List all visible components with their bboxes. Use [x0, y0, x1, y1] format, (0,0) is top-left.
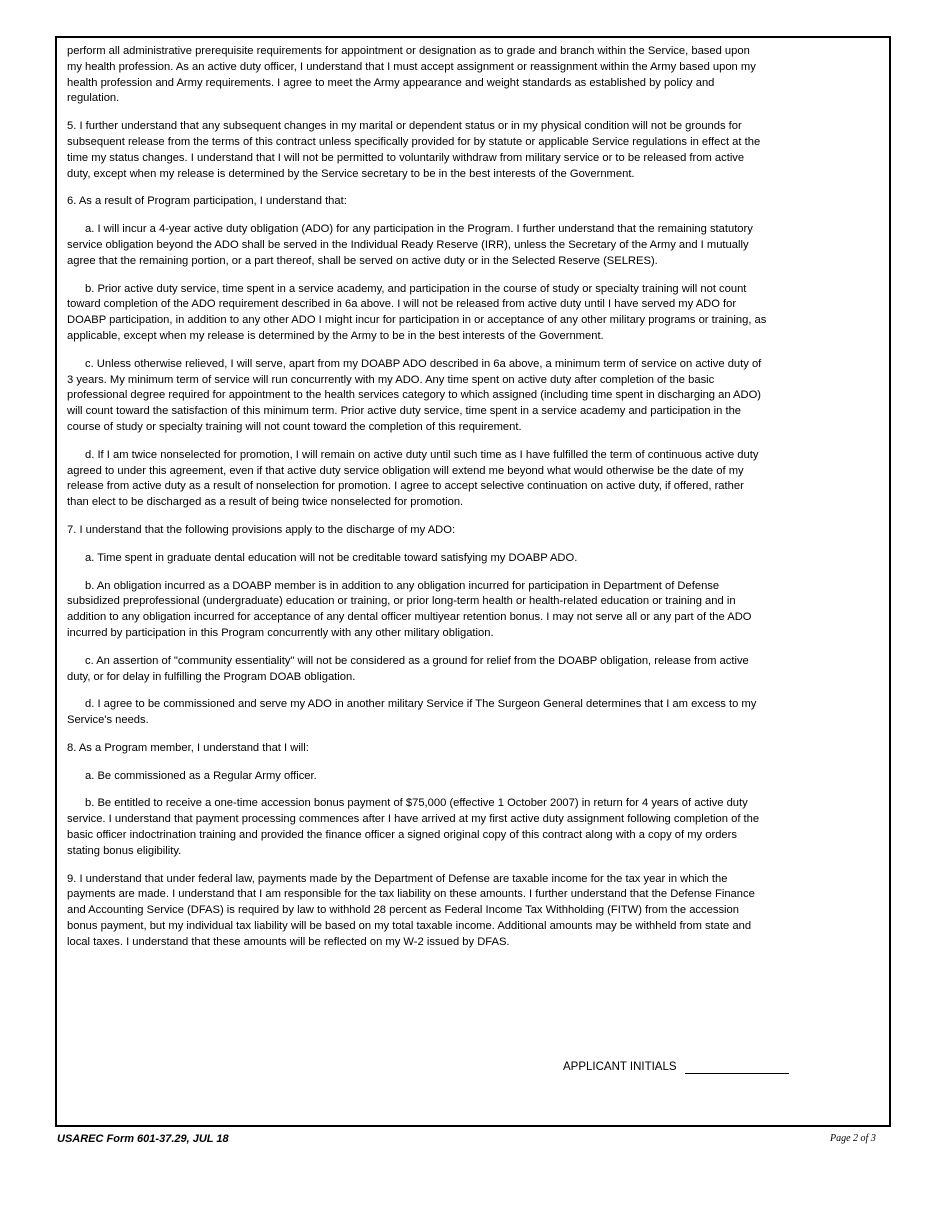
paragraph-6: 6. As a result of Program participation, I understand that:	[67, 195, 347, 208]
paragraph-8b: b. Be entitled to receive a one-time accession bonus payment of $75,000 (effective 1 October 2007) in return for 4 years of active duty service. I understand that payment processing commences after I have arrived at my first active duty assignment following completion of the basic officer indoctrination training and provided the finance officer a signed original copy of this contract along with a copy of my orders stating bonus eligibility.	[67, 797, 760, 857]
paragraph-7b: b. An obligation incurred as a DOABP member is in addition to any obligation incurred for participation in Department of Defense subsidized preprofessional (undergraduate) education or training, or prior long-term health or health-related education or training and in addition to any obligation incurred for acceptance of any dental officer multiyear retention bonus. I may not serve all or any part of the ADO incurred by participation in this Program concurrently with any other military obligation.	[67, 579, 752, 639]
form-frame	[55, 36, 891, 1127]
page-number: Page 2 of 3	[830, 1133, 876, 1144]
paragraph-7: 7. I understand that the following provisions apply to the discharge of my ADO:	[67, 523, 456, 536]
paragraph-5: 5. I further understand that any subsequent changes in my marital or dependent status or in my physical condition will not be grounds for subsequent release from the terms of this contract unless specifically provided for by statute or applicable Service regulations in effect at the time my status changes. I understand that I will not be permitted to voluntarily withdraw from military service or to be released from active duty, except when my release is determined by the Service secretary to be in the best interests of the Government.	[67, 120, 761, 180]
paragraph-7d: d. I agree to be commissioned and serve my ADO in another military Service if The Surgeon General determines that I am excess to my Service's needs.	[67, 698, 757, 727]
applicant-initials	[563, 1060, 789, 1074]
paragraph-7c: c. An assertion of "community essentiality" will not be considered as a ground for relief from the DOABP obligation, release from active duty, or for delay in fulfilling the Program DOAB obligation.	[67, 654, 749, 683]
paragraph-7a: a. Time spent in graduate dental education will not be creditable toward satisfying my DOABP ADO.	[85, 551, 578, 564]
paragraph-6b: b. Prior active duty service, time spent in a service academy, and participation in the course of study or specialty training will not count toward completion of the ADO requirement described in 6a above. I will not be released from active duty until I have served my ADO for DOABP participation, in addition to any other ADO I might incur for participation in or acceptance of any other military programs or training, as applicable, except when my release is determined by the Army to be in the best interests of the Government.	[67, 282, 767, 342]
form-id: USAREC Form 601-37.29, JUL 18	[57, 1133, 229, 1145]
paragraph-6d: d. If I am twice nonselected for promotion, I will remain on active duty until such time as I have fulfilled the term of continuous active duty agreed to under this agreement, even if that active duty service obligation will extend me beyond what would otherwise be the date of my release from active duty as a result of nonselection for promotion. I agree to accept selective continuation on active duty, if offered, rather than elect to be discharged as a result of being twice nonselected for promotion.	[67, 448, 759, 509]
paragraph-4-continued: perform all administrative prerequisite requirements for appointment or designation as to grade and branch within the Service, based upon my health profession. As an active duty officer, I understand that I must accept assignment or reassignment within the Army based upon my health profession and Army requirements. I agree to meet the Army appearance and weight standards as established by policy and regulation.	[67, 45, 756, 105]
paragraph-6a: a. I will incur a 4-year active duty obligation (ADO) for any participation in the Program. I further understand that the remaining statutory service obligation beyond the ADO shall be served in the Individual Ready Reserve (IRR), unless the Secretary of the Army and I mutually agree that the remaining portion, or a part thereof, shall be served on active duty or in the Selected Reserve (SELRES).	[67, 223, 753, 267]
paragraph-8a: a. Be commissioned as a Regular Army officer.	[85, 769, 317, 782]
applicant-initials-label: APPLICANT INITIALS	[563, 1061, 677, 1073]
paragraph-8: 8. As a Program member, I understand that I will:	[67, 741, 309, 754]
contract-body	[67, 44, 767, 963]
applicant-initials-field[interactable]	[685, 1061, 789, 1074]
paragraph-6c: c. Unless otherwise relieved, I will serve, apart from my DOABP ADO described in 6a above, a minimum term of service on active duty of 3 years. My minimum term of service will run concurrently with my ADO. Any time spent on active duty after completion of the basic professional degree required for appointment to the health services category to which assigned (including time spent in discharging an ADO) will count toward the satisfaction of this minimum term. Prior active duty service, time spent in a service academy and participation in the course of study or specialty training will not count toward the completion of this requirement.	[67, 357, 762, 433]
paragraph-9: 9. I understand that under federal law, payments made by the Department of Defense are taxable income for the tax year in which the payments are made. I understand that I am responsible for the tax liability on these amounts. I further understand that the Defense Finance and Accounting Service (DFAS) is required by law to withhold 28 percent as Federal Income Tax Withholding (FITW) from the accession bonus payment, but my individual tax liability will be based on my total taxable income. Additional amounts may be withheld from state and local taxes. I understand that these amounts will be reflected on my W-2 issued by DFAS.	[67, 872, 755, 948]
